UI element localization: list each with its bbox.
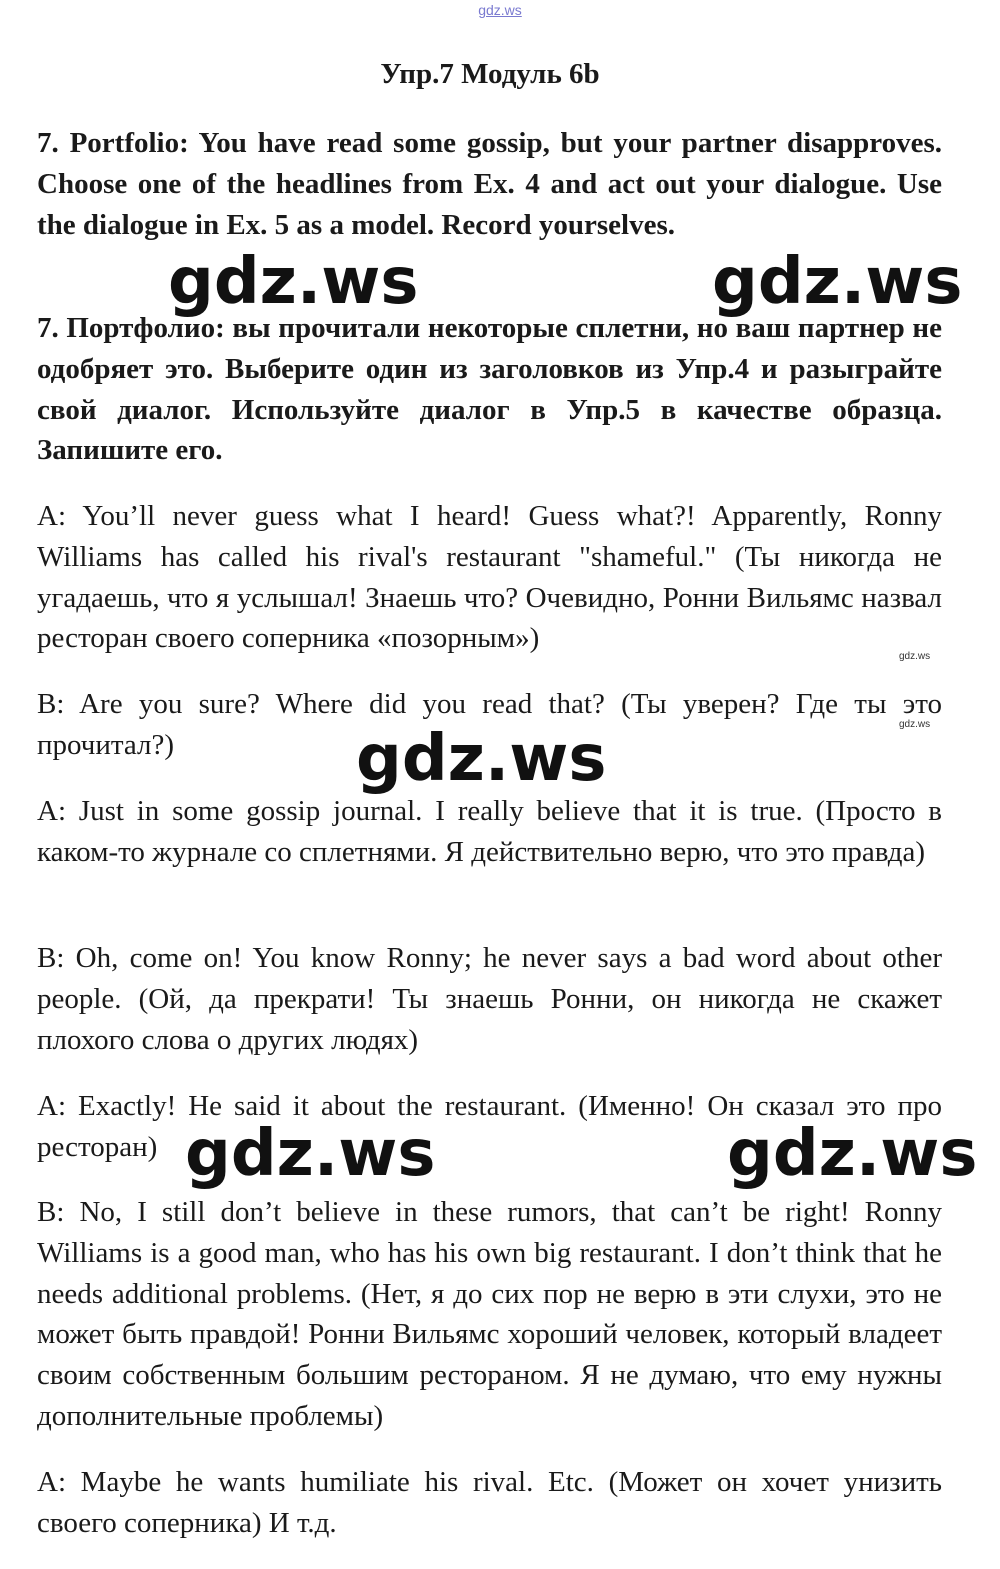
site-mark-top[interactable]: gdz.ws — [478, 2, 522, 18]
watermark: gdz.ws — [712, 245, 963, 319]
watermark-small: gdz.ws — [899, 719, 931, 730]
dialogue-line-1: A: You’ll never guess what I heard! Guess what?! Apparently, Ronny Williams has called his rival's restaurant "shameful." (Ты никогда не угадаешь, что я услышал! Знаешь что? Очевидно, Ронни Вильямс назвал ресторан своего соперника «позорным») — [37, 500, 942, 655]
dialogue-line-5: A: Exactly! He said it about the restaurant. (Именно! Он сказал это про ресторан) — [37, 1090, 942, 1163]
watermark: gdz.ws — [168, 245, 419, 319]
dialogue-line-7: A: Maybe he wants humiliate his rival. Etc. (Может он хочет унизить своего соперника) И т.д. — [37, 1466, 942, 1539]
dialogue-line-3: A: Just in some gossip journal. I really believe that it is true. (Просто в каком-то журнале со сплетнями. Я действительно верю, что это правда) — [37, 795, 942, 868]
watermark-small: gdz.ws — [899, 651, 931, 662]
task-russian: 7. Портфолио: вы прочитали некоторые сплетни, но ваш партнер не одобряет это. Выберите один из заголовков из Упр.4 и разыграйте свой диалог. Используйте диалог в Упр.5 в качестве образца. Запишите его. — [37, 312, 942, 467]
dialogue-line-6: B: No, I still don’t believe in these rumors, that can’t be right! Ronny Williams is a good man, who has his own big restaurant. I don’t think that he needs additional problems. (Нет, я до сих пор не верю в эти слухи, это не может быть правдой! Ронни Вильямс хороший человек, который владеет своим собственным большим рестораном. Я не думаю, что ему нужны дополнительные проблемы) — [37, 1196, 942, 1432]
page-title: Упр.7 Модуль 6b — [380, 58, 600, 90]
dialogue-line-4: B: Oh, come on! You know Ronny; he never says a bad word about other people. (Ой, да прекрати! Ты знаешь Ронни, он никогда не скажет плохого слова о других людях) — [37, 942, 942, 1056]
watermark: gdz.ws — [356, 722, 607, 796]
task-english: 7. Portfolio: You have read some gossip, but your partner disapproves. Choose one of the headlines from Ex. 4 and act out your dialogue. Use the dialogue in Ex. 5 as a model. Record yourselves. — [37, 127, 942, 241]
watermark: gdz.ws — [185, 1117, 436, 1191]
dialogue-line-2: B: Are you sure? Where did you read that? (Ты уверен? Где ты это прочитал?) — [37, 688, 942, 761]
watermark: gdz.ws — [727, 1117, 978, 1191]
